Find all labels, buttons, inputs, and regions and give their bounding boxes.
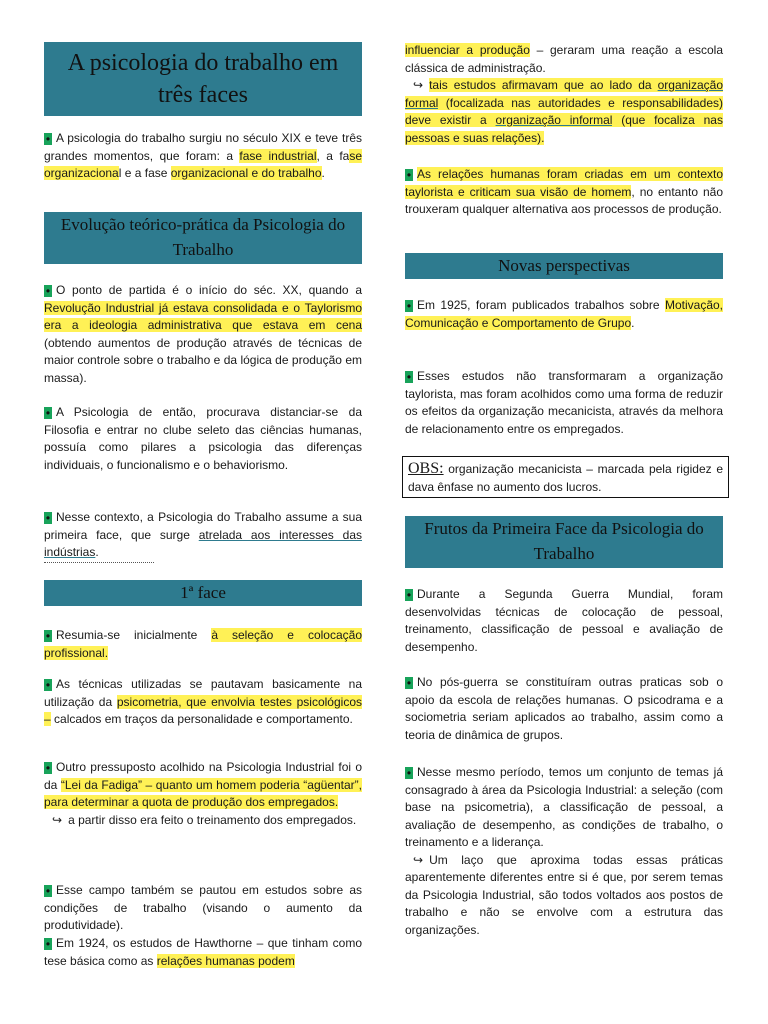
paragraph-1925: •Em 1925, foram publicados trabalhos sobre Motivação, Comunicação e Comportamento de Grupo.	[405, 297, 723, 332]
bullet-icon	[44, 407, 52, 419]
intro-paragraph: •A psicologia do trabalho surgiu no século XIX e teve três grandes momentos, que foram: a fase industrial, a fase organizacional e a fase organizacional e do trabalho.	[44, 130, 362, 183]
paragraph-nesse-periodo: •Nesse mesmo período, temos um conjunto de temas já consagrado à área da Psicologia Industrial: a seleção (com base na psicometria), a classificação de pessoal, a avaliação de desempenho, as condições de trabalho, o treinamento e a liderança. ↪ Um laço que aproxima todas essas práticas aparentemente diferentes entre si é que, por serem temas da Psicologia Industrial, são todos voltados aos postos de trabalho e não se envolve com a estrutura das organizações.	[405, 764, 723, 939]
bullet-icon	[44, 885, 52, 897]
curved-arrow-icon: ↪	[413, 78, 424, 92]
paragraph-relacoes-humanas: •As relações humanas foram criadas em um contexto taylorista e criticam sua visão de homem, no entanto não trouxeram qualquer alternativa aos processos de produção.	[405, 166, 723, 219]
dotted-divider	[44, 562, 154, 563]
paragraph-campo: •Esse campo também se pautou em estudos sobre as condições de trabalho (visando o aumento da produtividade).	[44, 882, 362, 935]
bullet-icon	[405, 169, 413, 181]
paragraph-tecnicas: •As técnicas utilizadas se pautavam basicamente na utilização da psicometria, que envolvia testes psicológicos – calcados em traços da personalidade e comportamento.	[44, 676, 362, 729]
obs-label: OBS:	[408, 460, 444, 477]
page-title: A psicologia do trabalho em três faces	[44, 42, 362, 116]
section-heading-frutos: Frutos da Primeira Face da Psicologia do Trabalho	[405, 516, 723, 568]
bullet-icon	[44, 679, 52, 691]
paragraph-esses-estudos: •Esses estudos não transformaram a organização taylorista, mas foram acolhidos como uma forma de reduzir os efeitos da organização mecanicista, através da melhora de relacionamento entre os empregados.	[405, 368, 723, 438]
paragraph-nesse-contexto: •Nesse contexto, a Psicologia do Trabalho assume a sua primeira face, que surge atrelada aos interesses das indústrias.	[44, 509, 362, 562]
obs-note-box	[402, 456, 729, 498]
bullet-icon	[44, 630, 52, 642]
obs-text: organização mecanicista – marcada pela rigidez e dava ênfase no aumento dos lucros.	[408, 462, 723, 494]
paragraph-continuacao: influenciar a produção – geraram uma reação a escola clássica de administração. ↪ tais estudos afirmavam que ao lado da organização formal (focalizada nas autoridades e responsabilidades) deve existir a organização informal (que focaliza nas pessoas e suas relações).	[405, 43, 723, 145]
section-heading-novas-perspectivas: Novas perspectivas	[405, 253, 723, 279]
paragraph-psicologia-de-entao: •A Psicologia de então, procurava distanciar-se da Filosofia e entrar no clube seleto das ciências humanas, possuía como pilares a psicologia das diferenças individuais, o funcionalismo e o behaviorismo.	[44, 404, 362, 474]
paragraph-1924: •Em 1924, os estudos de Hawthorne – que tinham como tese básica como as relações humanas podem	[44, 935, 362, 970]
section-heading-evolucao: Evolução teórico-prática da Psicologia do Trabalho	[44, 212, 362, 264]
paragraph-lei-da-fadiga: •Outro pressuposto acolhido na Psicologia Industrial foi o da “Lei da Fadiga” – quanto um homem poderia “agüentar”, para determinar a quota de produção dos empregados. ↪ a partir disso era feito o treinamento dos empregados.	[44, 759, 362, 829]
bullet-icon	[44, 133, 52, 145]
bullet-icon	[44, 285, 52, 297]
paragraph-resumia: •Resumia-se inicialmente à seleção e colocação profissional.	[44, 627, 362, 662]
bullet-icon	[405, 589, 413, 601]
curved-arrow-icon: ↪	[52, 812, 63, 827]
paragraph-pos-guerra: •No pós-guerra se constituíram outras praticas sob o apoio da escola de relações humanas. O psicodrama e a sociometria seriam aplicados ao trabalho, assim como a teoria de dinâmica de grupos.	[405, 674, 723, 744]
section-heading-1a-face: 1ª face	[44, 580, 362, 606]
paragraph-ponto-de-partida: •O ponto de partida é o início do séc. XX, quando a Revolução Industrial já estava consolidada e o Taylorismo era a ideologia administrativa que estava em cena (obtendo aumentos de produção através de técnicas de maior controle sobre o trabalho e da lógica de produção em massa).	[44, 282, 362, 387]
bullet-icon	[405, 677, 413, 689]
bullet-icon	[44, 938, 52, 950]
paragraph-durante: •Durante a Segunda Guerra Mundial, foram desenvolvidas técnicas de colocação de pessoal, treinamento, classificação de pessoal e avaliação de desempenho.	[405, 586, 723, 656]
bullet-icon	[405, 371, 413, 383]
curved-arrow-icon: ↪	[413, 852, 424, 867]
bullet-icon	[44, 762, 52, 774]
bullet-icon	[405, 300, 413, 312]
bullet-icon	[44, 512, 52, 524]
bullet-icon	[405, 767, 413, 779]
